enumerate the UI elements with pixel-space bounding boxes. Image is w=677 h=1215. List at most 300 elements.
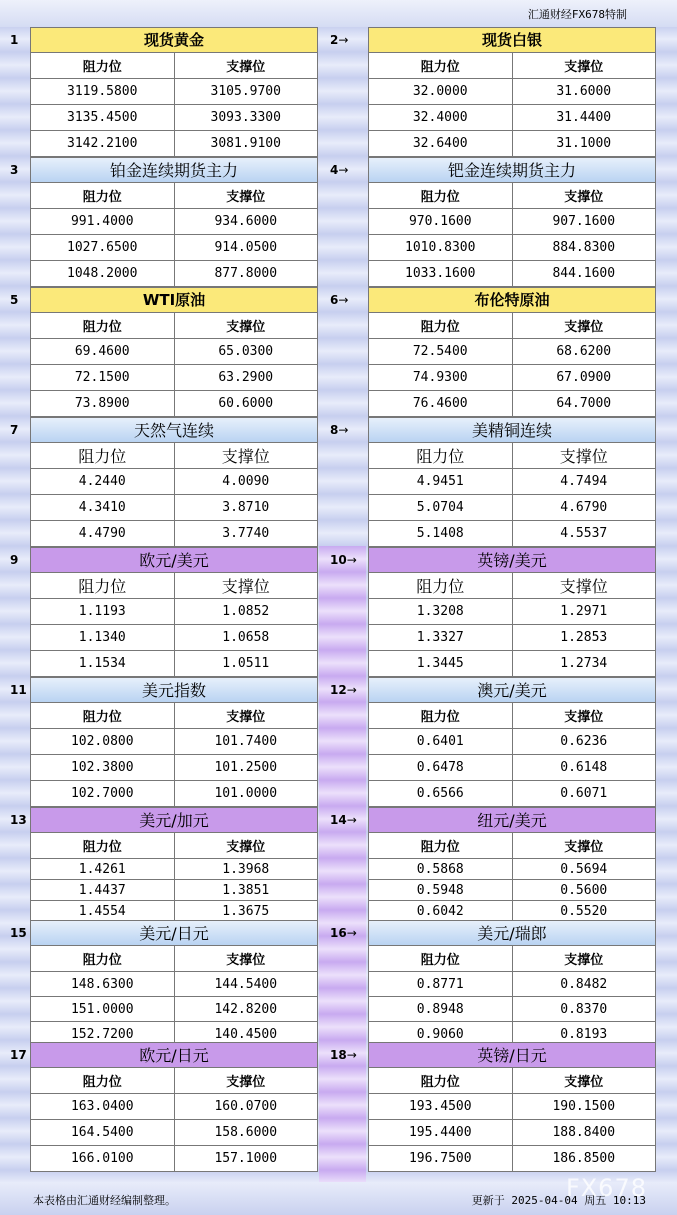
panel-number-text: 7: [10, 423, 19, 437]
level-row: [368, 997, 656, 1022]
footer-bar: [0, 1174, 677, 1215]
level-row: [368, 651, 656, 677]
column-header-row: [30, 443, 318, 469]
resistance-value: 970.1600: [408, 214, 472, 229]
instrument-panel: [368, 27, 656, 157]
arrow-right-icon: →: [338, 163, 349, 177]
support-header: 支撑位: [174, 1068, 318, 1093]
level-row: [30, 79, 318, 105]
resistance-value: 102.0800: [70, 734, 134, 749]
support-value: 3105.9700: [174, 79, 318, 104]
column-header-row: [368, 443, 656, 469]
resistance-value: 4.4790: [78, 526, 126, 541]
resistance-header: 阻力位: [420, 953, 460, 968]
resistance-value: 0.6042: [416, 903, 464, 919]
panel-number: [10, 1048, 27, 1062]
resistance-header: 阻力位: [420, 60, 460, 75]
support-value: 101.0000: [174, 781, 318, 806]
panel-number: [10, 813, 27, 827]
instrument-panel: [30, 417, 318, 547]
resistance-value: 0.6401: [416, 734, 464, 749]
panel-title: WTI原油: [30, 287, 318, 313]
panel-title: 美元/瑞郎: [368, 920, 656, 946]
panel-title: 欧元/美元: [30, 547, 318, 573]
panel-number: [10, 553, 18, 567]
panel-number-text: 5: [10, 293, 19, 307]
panel-title: 铂金连续期货主力: [30, 157, 318, 183]
support-value: 67.0900: [512, 365, 656, 390]
panel-title: 欧元/日元: [30, 1042, 318, 1068]
resistance-value: 1.4437: [78, 882, 126, 898]
resistance-value: 3142.2100: [67, 136, 138, 151]
level-row: [30, 625, 318, 651]
support-value: 1.3675: [174, 901, 318, 921]
support-value: 1.2734: [512, 651, 656, 676]
support-value: 190.1500: [512, 1094, 656, 1119]
resistance-value: 166.0100: [70, 1151, 134, 1166]
level-row: [30, 391, 318, 417]
arrow-right-icon: →: [346, 553, 357, 567]
level-row: [30, 521, 318, 547]
resistance-header: 阻力位: [82, 840, 122, 855]
instrument-panel: [368, 920, 656, 1047]
level-row: [30, 755, 318, 781]
support-value: 914.0500: [174, 235, 318, 260]
level-row: [368, 880, 656, 901]
column-header-row: [368, 183, 656, 209]
level-row: [368, 339, 656, 365]
level-row: [368, 79, 656, 105]
support-value: 877.8000: [174, 261, 318, 286]
resistance-header: 阻力位: [82, 320, 122, 335]
resistance-value: 151.0000: [70, 1001, 134, 1017]
support-value: 1.0658: [174, 625, 318, 650]
watermark-logo: FX678: [565, 1174, 647, 1202]
resistance-value: 32.0000: [412, 84, 468, 99]
level-row: [368, 521, 656, 547]
instrument-panel: [30, 287, 318, 417]
resistance-value: 0.5868: [416, 861, 464, 877]
support-header: 支撑位: [512, 1068, 656, 1093]
resistance-value: 0.9060: [416, 1026, 464, 1042]
resistance-value: 193.4500: [408, 1099, 472, 1114]
panel-number: [10, 926, 27, 940]
level-row: [368, 781, 656, 807]
panel-number-text: 4: [330, 163, 339, 177]
resistance-value: 4.9451: [416, 474, 464, 489]
arrow-right-icon: →: [346, 683, 357, 697]
column-header-row: [368, 703, 656, 729]
support-value: 0.5600: [512, 880, 656, 900]
panel-number-text: 18: [330, 1048, 347, 1062]
level-row: [368, 625, 656, 651]
support-value: 934.6000: [174, 209, 318, 234]
support-value: 158.6000: [174, 1120, 318, 1145]
resistance-header: 阻力位: [420, 190, 460, 205]
support-value: 65.0300: [174, 339, 318, 364]
support-value: 31.4400: [512, 105, 656, 130]
level-row: [30, 599, 318, 625]
support-value: 0.8482: [512, 972, 656, 996]
instrument-panel: [368, 547, 656, 677]
support-header: 支撑位: [174, 946, 318, 971]
top-bar: [0, 0, 677, 27]
level-row: [30, 365, 318, 391]
level-row: [368, 365, 656, 391]
resistance-value: 102.7000: [70, 786, 134, 801]
support-header: 支撑位: [174, 703, 318, 728]
panel-title: 布伦特原油: [368, 287, 656, 313]
resistance-value: 72.5400: [412, 344, 468, 359]
level-row: [368, 1094, 656, 1120]
level-row: [368, 901, 656, 922]
support-value: 60.6000: [174, 391, 318, 416]
support-value: 157.1000: [174, 1146, 318, 1171]
level-row: [30, 901, 318, 922]
level-row: [368, 131, 656, 157]
level-row: [368, 235, 656, 261]
panel-title: 钯金连续期货主力: [368, 157, 656, 183]
support-value: 1.2853: [512, 625, 656, 650]
support-value: 0.8370: [512, 997, 656, 1021]
column-header-row: [30, 1068, 318, 1094]
resistance-value: 0.8771: [416, 976, 464, 992]
support-value: 31.1000: [512, 131, 656, 156]
resistance-value: 152.7200: [70, 1026, 134, 1042]
support-value: 884.8300: [512, 235, 656, 260]
support-value: 142.8200: [174, 997, 318, 1021]
support-value: 3081.9100: [174, 131, 318, 156]
panel-title: 美元/加元: [30, 807, 318, 833]
level-row: [30, 261, 318, 287]
support-header: 支撑位: [174, 833, 318, 858]
support-header: 支撑位: [174, 573, 318, 598]
support-value: 3093.3300: [174, 105, 318, 130]
support-value: 68.6200: [512, 339, 656, 364]
panel-number-text: 12: [330, 683, 347, 697]
support-value: 1.3968: [174, 859, 318, 879]
instrument-panel: [30, 677, 318, 807]
resistance-value: 1010.8300: [405, 240, 476, 255]
instrument-panel: [30, 157, 318, 287]
support-value: 3.8710: [174, 495, 318, 520]
resistance-header: 阻力位: [82, 710, 122, 725]
resistance-value: 163.0400: [70, 1099, 134, 1114]
resistance-header: 阻力位: [420, 840, 460, 855]
resistance-value: 102.3800: [70, 760, 134, 775]
support-value: 4.6790: [512, 495, 656, 520]
resistance-value: 1027.6500: [67, 240, 138, 255]
resistance-value: 4.2440: [78, 474, 126, 489]
level-row: [30, 997, 318, 1022]
panel-number-text: 2: [330, 33, 339, 47]
support-value: 844.1600: [512, 261, 656, 286]
panel-number-text: 16: [330, 926, 347, 940]
resistance-value: 73.8900: [74, 396, 130, 411]
panel-number-text: 8: [330, 423, 339, 437]
support-header: 支撑位: [174, 313, 318, 338]
resistance-value: 196.7500: [408, 1151, 472, 1166]
level-row: [368, 469, 656, 495]
instrument-panel: [30, 807, 318, 922]
column-header-row: [368, 53, 656, 79]
resistance-header: 阻力位: [78, 577, 127, 596]
level-row: [30, 729, 318, 755]
support-value: 1.2971: [512, 599, 656, 624]
resistance-header: 阻力位: [420, 710, 460, 725]
resistance-value: 195.4400: [408, 1125, 472, 1140]
level-row: [30, 105, 318, 131]
resistance-value: 5.0704: [416, 500, 464, 515]
panel-number-text: 1: [10, 33, 19, 47]
resistance-value: 1.1340: [78, 630, 126, 645]
panel-number: [10, 293, 18, 307]
support-value: 101.7400: [174, 729, 318, 754]
resistance-value: 148.6300: [70, 976, 134, 992]
footer-note: 本表格由汇通财经编制整理。: [33, 1194, 176, 1207]
panel-title: 澳元/美元: [368, 677, 656, 703]
resistance-value: 1.1193: [78, 604, 126, 619]
level-row: [30, 209, 318, 235]
support-header: 支撑位: [512, 183, 656, 208]
panel-number: [330, 553, 357, 567]
support-value: 3.7740: [174, 521, 318, 546]
level-row: [30, 651, 318, 677]
instrument-panel: [30, 547, 318, 677]
support-header: 支撑位: [512, 443, 656, 468]
resistance-value: 1048.2000: [67, 266, 138, 281]
resistance-value: 76.4600: [412, 396, 468, 411]
support-value: 31.6000: [512, 79, 656, 104]
support-value: 907.1600: [512, 209, 656, 234]
column-header-row: [30, 946, 318, 972]
level-row: [368, 391, 656, 417]
resistance-value: 1033.1600: [405, 266, 476, 281]
panel-number: [330, 683, 357, 697]
panel-title: 天然气连续: [30, 417, 318, 443]
support-value: 4.5537: [512, 521, 656, 546]
panel-title: 英镑/美元: [368, 547, 656, 573]
resistance-value: 991.4000: [70, 214, 134, 229]
instrument-panel: [368, 1042, 656, 1172]
support-value: 144.5400: [174, 972, 318, 996]
column-header-row: [30, 573, 318, 599]
support-header: 支撑位: [512, 946, 656, 971]
level-row: [30, 1146, 318, 1172]
level-row: [368, 209, 656, 235]
resistance-header: 阻力位: [420, 320, 460, 335]
panel-number: [10, 33, 18, 47]
level-row: [30, 1094, 318, 1120]
arrow-right-icon: →: [338, 423, 349, 437]
level-row: [368, 972, 656, 997]
level-row: [30, 859, 318, 880]
support-header: 支撑位: [174, 53, 318, 78]
support-value: 0.6236: [512, 729, 656, 754]
level-row: [368, 599, 656, 625]
support-value: 1.0511: [174, 651, 318, 676]
column-header-row: [368, 946, 656, 972]
resistance-header: 阻力位: [82, 953, 122, 968]
resistance-value: 3135.4500: [67, 110, 138, 125]
level-row: [368, 1146, 656, 1172]
level-row: [30, 235, 318, 261]
arrow-right-icon: →: [346, 1048, 357, 1062]
instrument-panel: [368, 677, 656, 807]
support-header: 支撑位: [512, 833, 656, 858]
resistance-value: 1.3445: [416, 656, 464, 671]
resistance-value: 32.4000: [412, 110, 468, 125]
instrument-panel: [368, 157, 656, 287]
panel-number: [330, 163, 348, 177]
resistance-value: 5.1408: [416, 526, 464, 541]
panel-number-text: 3: [10, 163, 19, 177]
level-row: [368, 755, 656, 781]
support-value: 4.7494: [512, 469, 656, 494]
arrow-right-icon: →: [346, 813, 357, 827]
resistance-value: 4.3410: [78, 500, 126, 515]
level-row: [30, 339, 318, 365]
support-value: 63.2900: [174, 365, 318, 390]
level-row: [30, 469, 318, 495]
support-header: 支撑位: [174, 443, 318, 468]
resistance-value: 0.6566: [416, 786, 464, 801]
resistance-header: 阻力位: [82, 190, 122, 205]
fx-divider-strip: [319, 546, 366, 1182]
panel-number-text: 9: [10, 553, 19, 567]
panel-number: [330, 813, 357, 827]
level-row: [368, 261, 656, 287]
panel-title: 纽元/美元: [368, 807, 656, 833]
level-row: [30, 1120, 318, 1146]
level-row: [368, 105, 656, 131]
panel-number: [330, 33, 348, 47]
column-header-row: [368, 833, 656, 859]
support-header: 支撑位: [512, 313, 656, 338]
column-header-row: [30, 703, 318, 729]
level-row: [368, 1120, 656, 1146]
resistance-value: 164.5400: [70, 1125, 134, 1140]
panel-title: 英镑/日元: [368, 1042, 656, 1068]
panel-number-text: 15: [10, 926, 27, 940]
level-row: [30, 781, 318, 807]
resistance-header: 阻力位: [416, 447, 465, 466]
brand-label: 汇通财经FX678特制: [527, 8, 627, 21]
resistance-header: 阻力位: [78, 447, 127, 466]
resistance-value: 1.3208: [416, 604, 464, 619]
resistance-value: 72.1500: [74, 370, 130, 385]
resistance-value: 74.9300: [412, 370, 468, 385]
panel-number: [330, 293, 348, 307]
support-value: 64.7000: [512, 391, 656, 416]
resistance-value: 1.4554: [78, 903, 126, 919]
instrument-panel: [368, 807, 656, 922]
instrument-panel: [30, 920, 318, 1047]
support-value: 1.0852: [174, 599, 318, 624]
resistance-value: 69.4600: [74, 344, 130, 359]
support-header: 支撑位: [512, 703, 656, 728]
instrument-panel: [30, 1042, 318, 1172]
column-header-row: [368, 1068, 656, 1094]
panel-number-text: 11: [10, 683, 27, 697]
level-row: [30, 131, 318, 157]
level-row: [368, 859, 656, 880]
resistance-value: 0.8948: [416, 1001, 464, 1017]
panel-title: 现货黄金: [30, 27, 318, 53]
support-value: 186.8500: [512, 1146, 656, 1171]
column-header-row: [368, 573, 656, 599]
support-value: 0.6148: [512, 755, 656, 780]
support-value: 0.5520: [512, 901, 656, 921]
column-header-row: [30, 313, 318, 339]
resistance-value: 1.1534: [78, 656, 126, 671]
panel-number: [10, 423, 18, 437]
arrow-right-icon: →: [346, 926, 357, 940]
resistance-value: 0.6478: [416, 760, 464, 775]
panel-number-text: 6: [330, 293, 339, 307]
support-value: 188.8400: [512, 1120, 656, 1145]
resistance-header: 阻力位: [82, 60, 122, 75]
panel-number-text: 10: [330, 553, 347, 567]
level-row: [30, 880, 318, 901]
resistance-header: 阻力位: [420, 1075, 460, 1090]
panel-number: [10, 683, 27, 697]
resistance-value: 1.3327: [416, 630, 464, 645]
support-value: 1.3851: [174, 880, 318, 900]
panel-number: [10, 163, 18, 177]
instrument-panel: [368, 417, 656, 547]
support-value: 0.5694: [512, 859, 656, 879]
panel-title: 美元指数: [30, 677, 318, 703]
instrument-panel: [30, 27, 318, 157]
support-value: 160.0700: [174, 1094, 318, 1119]
support-value: 0.8193: [512, 1022, 656, 1046]
level-row: [30, 495, 318, 521]
panel-number: [330, 1048, 357, 1062]
support-value: 140.4500: [174, 1022, 318, 1046]
level-row: [30, 972, 318, 997]
update-time: 更新于 2025-04-04 周五 10:13: [471, 1194, 646, 1207]
panel-title: 美元/日元: [30, 920, 318, 946]
column-header-row: [368, 313, 656, 339]
panel-title: 现货白银: [368, 27, 656, 53]
resistance-value: 3119.5800: [67, 84, 138, 99]
panel-number-text: 17: [10, 1048, 27, 1062]
arrow-right-icon: →: [338, 293, 349, 307]
instrument-panel: [368, 287, 656, 417]
column-header-row: [30, 833, 318, 859]
support-header: 支撑位: [512, 53, 656, 78]
resistance-header: 阻力位: [416, 577, 465, 596]
level-row: [368, 495, 656, 521]
support-value: 101.2500: [174, 755, 318, 780]
panel-title: 美精铜连续: [368, 417, 656, 443]
arrow-right-icon: →: [338, 33, 349, 47]
column-header-row: [30, 183, 318, 209]
resistance-value: 1.4261: [78, 861, 126, 877]
support-header: 支撑位: [512, 573, 656, 598]
resistance-value: 32.6400: [412, 136, 468, 151]
resistance-header: 阻力位: [82, 1075, 122, 1090]
column-header-row: [30, 53, 318, 79]
resistance-value: 0.5948: [416, 882, 464, 898]
level-row: [368, 729, 656, 755]
support-value: 4.0090: [174, 469, 318, 494]
panel-number: [330, 926, 357, 940]
support-value: 0.6071: [512, 781, 656, 806]
panel-number-text: 14: [330, 813, 347, 827]
support-header: 支撑位: [174, 183, 318, 208]
